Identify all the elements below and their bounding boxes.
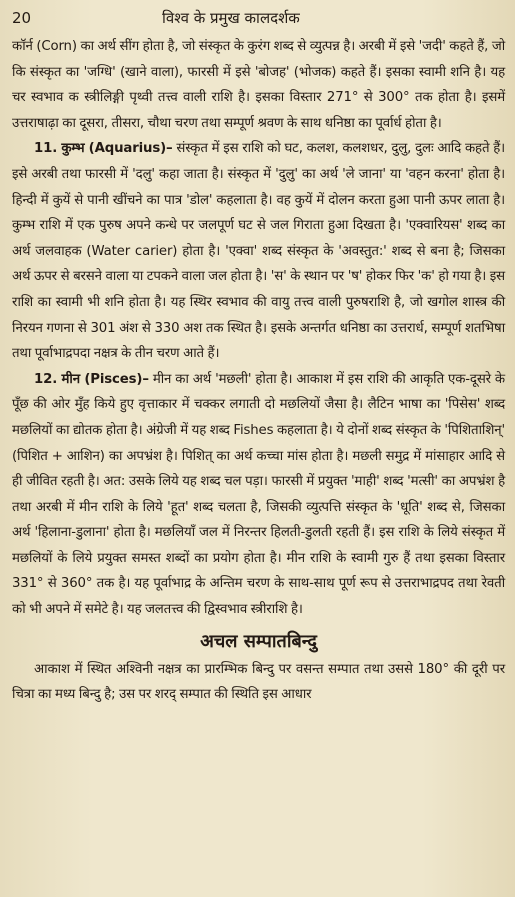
paragraph-equinox: आकाश में स्थित अश्विनी नक्षत्र का प्रारम्भिक बिन्दु पर वसन्त सम्पात तथा उससे 180° की दूरी पर चित्रा का मध्य बिन्दु है; उस पर शरद् सम्पात की स्थिति इस आधार — [12, 661, 505, 703]
paragraph-aquarius — [12, 136, 505, 366]
pisces-heading: 12. मीन (Pisces)– — [34, 371, 149, 387]
paragraph-capricorn: कॉर्न (Corn) का अर्थ सींग होता है, जो संस्कृत के कुरंग शब्द से व्युत्पन्न है। अरबी में इसे 'जदी' कहते हैं, जो कि संस्कृत का 'जग्धि' (खाने वाला), फारसी में इसे 'बोजह' (भोजक) कहते हैं। इसका स्वामी शनि है। यह चर स्वभाव क स्त्रीलिङ्गी पृथ्वी तत्त्व वाली राशि है। इसका विस्तार 271° से 300° तक होता है। इसमें उत्तराषाढ़ा का दूसरा, तीसरा, चौथा चरण तथा सम्पूर्ण श्रवण के साथ धनिष्ठा का पूर्वार्ध होता है। — [12, 39, 505, 131]
page-header — [12, 8, 505, 34]
paragraph-pisces — [12, 367, 505, 623]
aquarius-text: संस्कृत में इस राशि को घट, कलश, कलशधर, दुलु, दुलः आदि कहते हैं। इसे अरबी तथा फारसी में 'दलु' कहा जाता है। संस्कृत में 'दुलु' का अर्थ 'ले जाना' या 'वहन करना' होता है। हिन्दी में कुयें से पानी खींचने का पात्र 'डोल' कहलाता है। वह कुयें में दोलन करता हुआ पानी ऊपर लाता है। कुम्भ राशि में एक पुरुष अपने कन्धे पर जलपूर्ण घट से जल गिराता हुआ दिखता है। 'एक्वारियस' शब्द का अर्थ जलवाहक (Water carier) होता है। 'एक्वा' शब्द संस्कृत के 'अवस्तुत:' शब्द से बना है; जिसका अर्थ ऊपर से बरसने वाला या टपकने वाला जल होता है। 'स' के स्थान पर 'ष' होकर फिर 'क' हो गया है। इस राशि का स्वामी भी शनि होता है। यह स्थिर स्वभाव की वायु तत्त्व वाली पुरुषराशि है, जो खगोल शास्त्र की निरयन गणना से 301 अंश से 330 अश तक स्थित है। इसके अन्तर्गत धनिष्ठा का उत्तरार्ध, सम्पूर्ण शतभिषा तथा पूर्वाभाद्रपदा नक्षत्र के तीन चरण आते हैं। — [12, 141, 505, 362]
section-heading: अचल सम्पातबिन्दु — [200, 630, 317, 652]
pisces-text: मीन का अर्थ 'मछली' होता है। आकाश में इस राशि की आकृति एक-दूसरे के पूँछ की ओर मुँह किये हुए वृत्ताकार में चक्कर लगाती दो मछलियों जैसा है। लैटिन भाषा का 'पिसेस' शब्द मछलियों का द्योतक होता है। अंग्रेजी में यह शब्द Fishes कहलाता है। ये दोनों शब्द संस्कृत के 'पिशिताशिन्' (पिशित + आशिन) का अपभ्रंश है। पिशित् का अर्थ कच्चा मांस होता है। मछली समुद्र में मांसाहार आदि से ही जीवित रहती है। अत: उसके लिये यह शब्द चल पड़ा। फारसी में प्रयुक्त 'माही' शब्द 'मत्सी' का अपभ्रंश है तथा अरबी में मीन राशि के लिये 'हूत' शब्द चलता है, जिसकी व्युत्पत्ति संस्कृत के 'धूति' शब्द से, जिसका अर्थ 'हिलाना-डुलाना' होता है। मछलियाँ जल में निरन्तर हिलती-डुलती रहती हैं। इस राशि के लिये संस्कृत में मछलियों के लिये प्रयुक्त समस्त शब्दों का प्रयोग होता है। मीन राशि के स्वामी गुरु हैं तथा इसका विस्तार 331° से 360° तक है। यह पूर्वाभाद्र के अन्तिम चरण के साथ-साथ पूर्ण रूप से उत्तराभाद्रपद तथा रेवती को भी अपने में समेटे है। यह जलतत्त्व की द्विस्वभाव स्त्रीराशि है। — [12, 371, 505, 618]
aquarius-heading: 11. कुम्भ (Aquarius)– — [34, 141, 173, 157]
running-title: विश्व के प्रमुख कालदर्शक — [162, 9, 300, 27]
page-number: 20 — [12, 9, 32, 27]
